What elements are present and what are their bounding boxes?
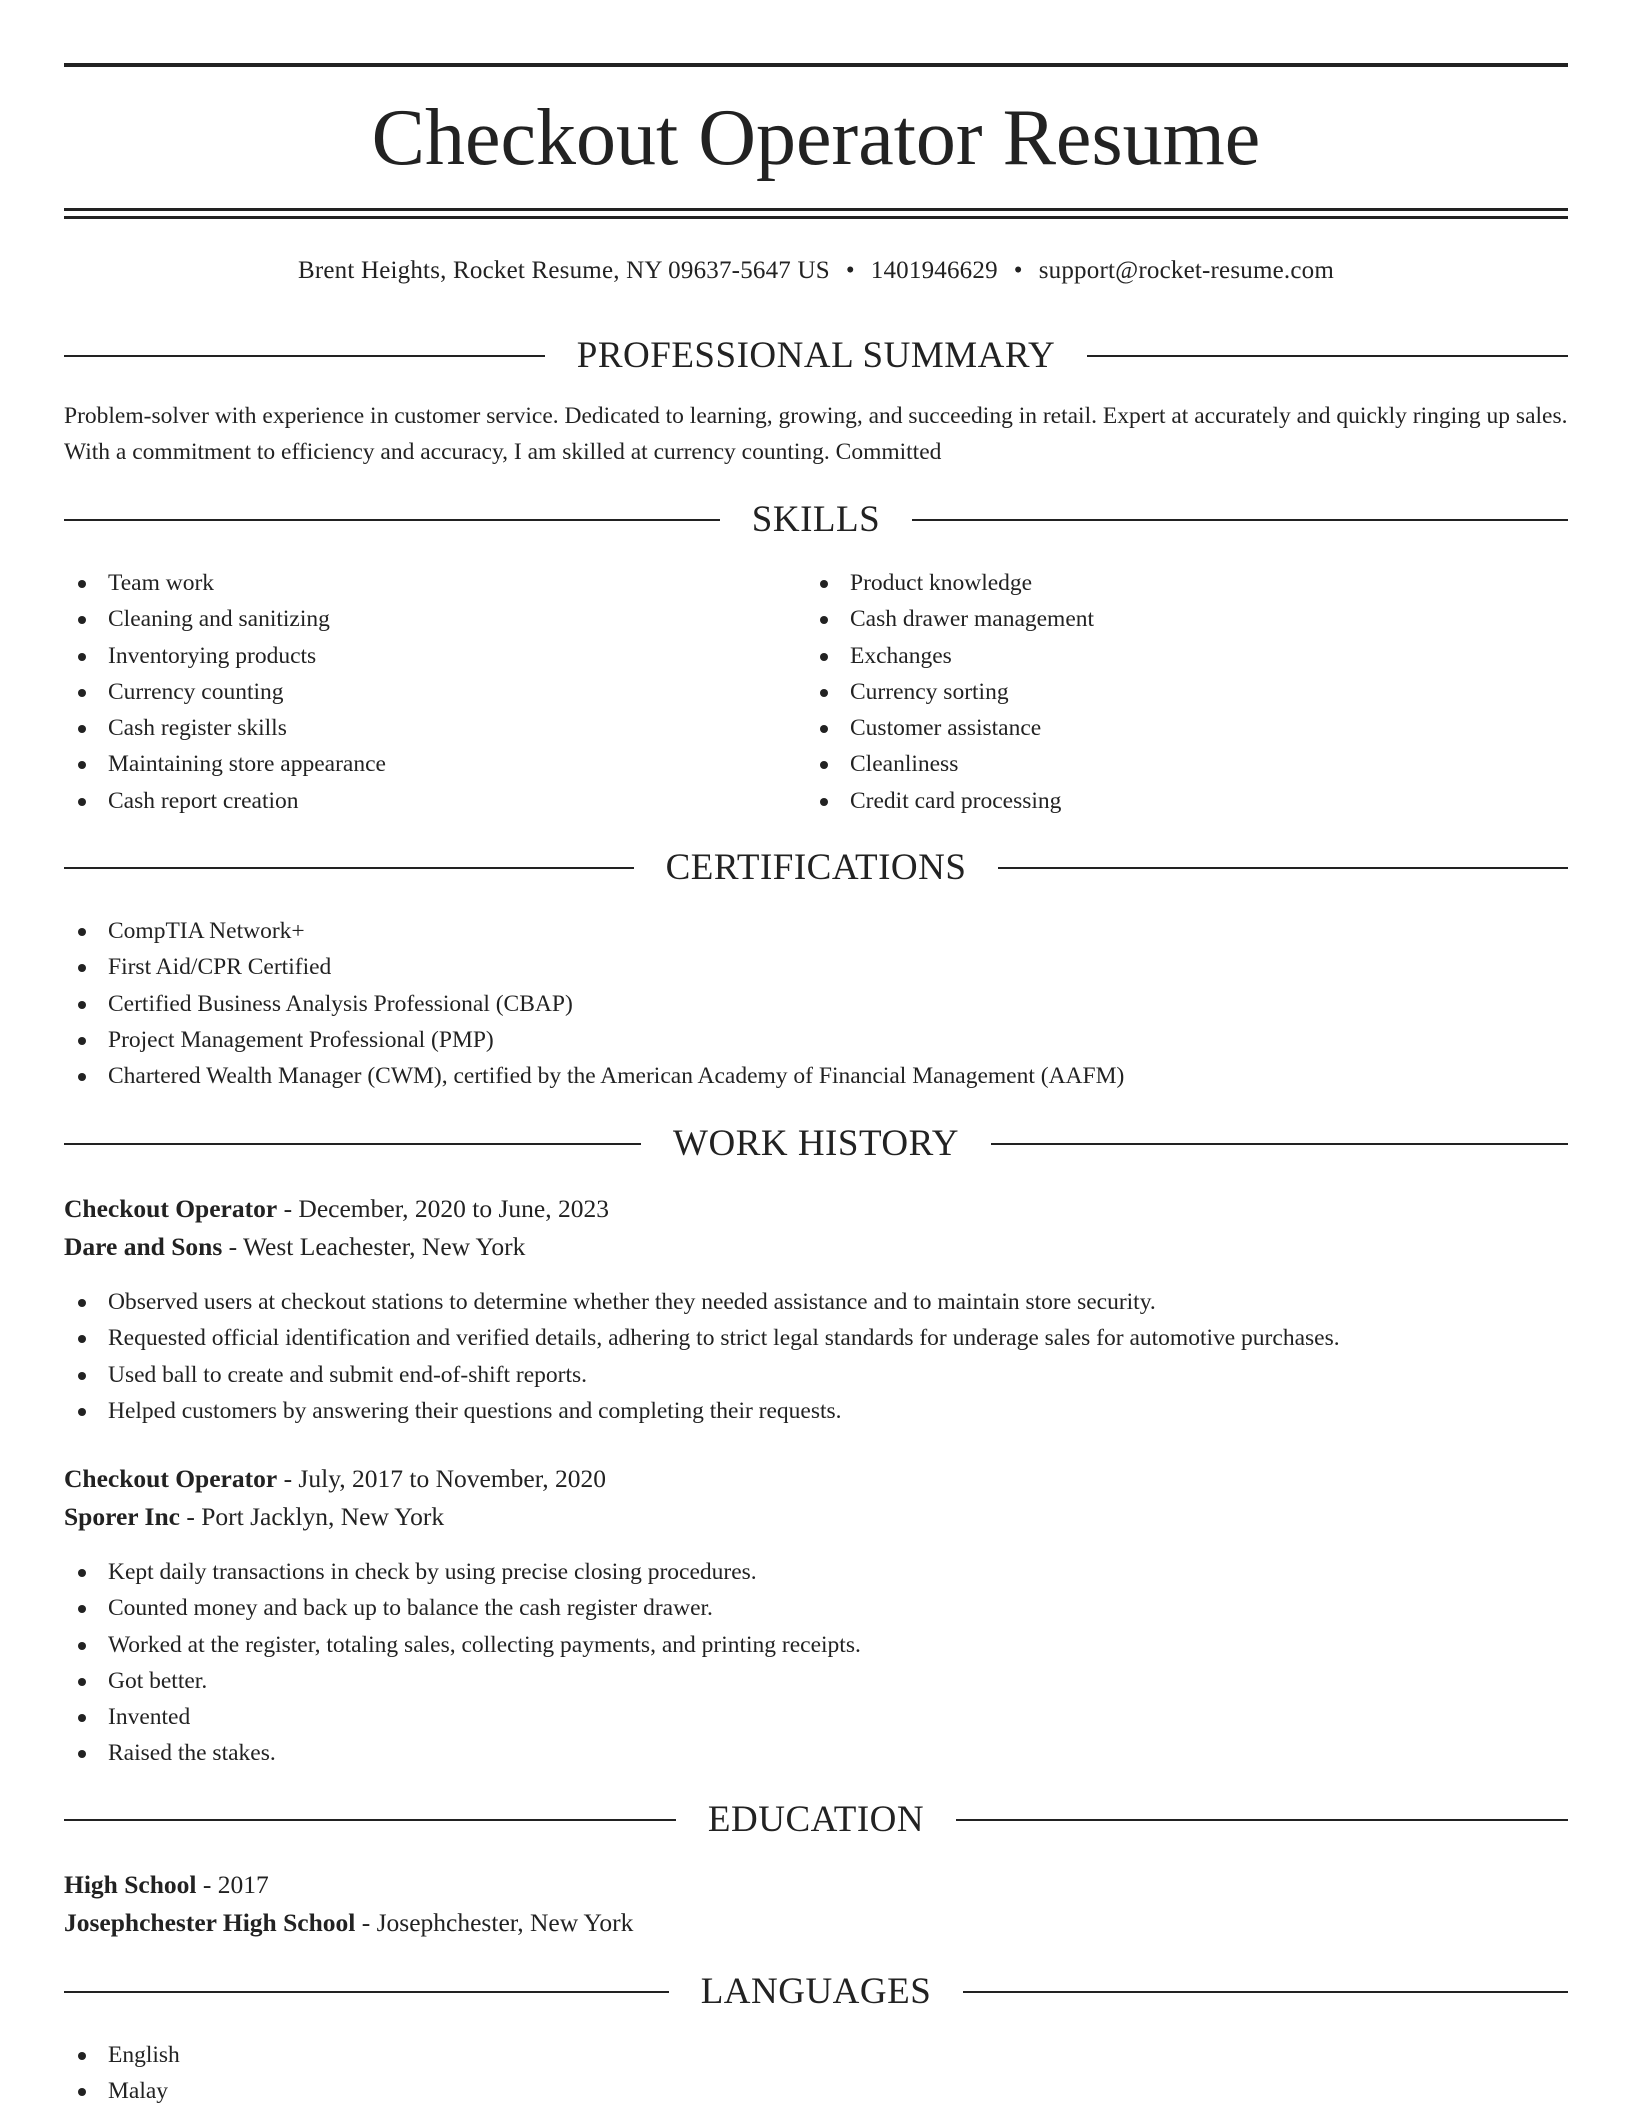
certification-item: Chartered Wealth Manager (CWM), certified by the American Academy of Financial Management (AAFM) [64,1058,1568,1094]
section-heading-skills [64,500,1568,540]
job-bullet-item: Requested official identification and verified details, adhering to strict legal standards for underage sales for automotive purchases. [64,1320,1568,1356]
heading-rule [998,867,1568,869]
job-bullet-item: Kept daily transactions in check by using precise closing procedures. [64,1554,1568,1590]
job-bullets [64,1284,1568,1429]
education-year: - 2017 [196,1870,269,1899]
skills-list-right [806,565,1548,819]
section-heading-certifications [64,848,1568,888]
education-location: - Josephchester, New York [355,1908,634,1937]
section-heading-education [64,1800,1568,1840]
job-bullet-item: Worked at the register, totaling sales, collecting payments, and printing receipts. [64,1627,1568,1663]
education-degree: High School [64,1870,197,1899]
job-bullet-item: Got better. [64,1663,1568,1699]
heading-rule [64,1143,641,1145]
job-entry [64,1190,1568,1266]
heading-rule [956,1819,1568,1821]
job-bullet-item: Counted money and back up to balance the cash register drawer. [64,1590,1568,1626]
heading-rule [963,1991,1568,1993]
section-heading-work [64,1124,1568,1164]
skill-item: Customer assistance [806,710,1548,746]
education-school: Josephchester High School [64,1908,356,1937]
contact-separator: • [845,257,855,284]
job-duties [64,1284,1568,1429]
certification-item: Certified Business Analysis Professional (CBAP) [64,986,1568,1022]
contact-address: Brent Heights, Rocket Resume, NY 09637-5647 US [297,257,830,284]
contact-line [64,253,1568,289]
resume-title: Checkout Operator Resume [371,94,1261,182]
skill-item: Cash drawer management [806,601,1548,637]
heading-rule [991,1143,1568,1145]
job-duties [64,1554,1568,1772]
skill-item: Cash report creation [64,783,806,819]
job-title-line [64,1190,1568,1228]
education-degree-line [64,1866,1568,1904]
skill-item: Cash register skills [64,710,806,746]
skill-item: Product knowledge [806,565,1548,601]
skill-item: Cleanliness [806,746,1548,782]
section-title: SKILLS [751,499,881,540]
job-bullets [64,1554,1568,1772]
job-bullet-item: Observed users at checkout stations to determine whether they needed assistance and to maintain store security. [64,1284,1568,1320]
job-bullet-item: Invented [64,1699,1568,1735]
language-item: Malay [64,2073,1568,2109]
languages-list [64,2037,1568,2110]
job-location: - West Leachester, New York [222,1232,526,1261]
job-title: Checkout Operator [64,1194,278,1223]
top-rule [64,63,1568,67]
section-title: CERTIFICATIONS [665,847,967,888]
skill-item: Currency sorting [806,674,1548,710]
job-bullet-item: Helped customers by answering their questions and completing their requests. [64,1393,1568,1429]
section-title: PROFESSIONAL SUMMARY [576,335,1056,376]
job-bullet-item: Used ball to create and submit end-of-shift reports. [64,1357,1568,1393]
heading-rule [64,867,634,869]
skill-item: Credit card processing [806,783,1548,819]
job-company: Dare and Sons [64,1232,223,1261]
heading-rule [1087,355,1568,357]
certifications-list [64,913,1568,1094]
heading-rule [64,1991,669,1993]
section-heading-languages [64,1972,1568,2012]
section-heading-summary [64,336,1568,376]
skills-list-left [64,565,806,819]
job-company-line [64,1498,1568,1536]
summary-block [64,398,1568,470]
skills-column-left [64,565,806,819]
languages-block [64,2037,1568,2110]
job-bullet-item: Raised the stakes. [64,1735,1568,1771]
certification-item: Project Management Professional (PMP) [64,1022,1568,1058]
skill-item: Cleaning and sanitizing [64,601,806,637]
skill-item: Exchanges [806,638,1548,674]
job-entry [64,1460,1568,1536]
contact-separator: • [1013,257,1023,284]
section-title: EDUCATION [707,1799,925,1840]
job-company-line [64,1228,1568,1266]
section-title: LANGUAGES [700,1971,932,2012]
skill-item: Currency counting [64,674,806,710]
education-entry [64,1866,1568,1942]
contact-phone: 1401946629 [870,257,998,284]
title-double-rule [64,208,1568,219]
skill-item: Maintaining store appearance [64,746,806,782]
contact-email: support@rocket-resume.com [1038,257,1335,284]
language-item: English [64,2037,1568,2073]
job-dates: - July, 2017 to November, 2020 [277,1464,606,1493]
certifications-block [64,913,1568,1094]
job-location: - Port Jacklyn, New York [179,1502,445,1531]
skills-columns [64,565,1568,819]
heading-rule [64,519,720,521]
job-title: Checkout Operator [64,1464,278,1493]
section-title: WORK HISTORY [673,1123,959,1164]
heading-rule [912,519,1568,521]
certification-item: First Aid/CPR Certified [64,949,1568,985]
skills-column-right [806,565,1548,819]
certification-item: CompTIA Network+ [64,913,1568,949]
job-dates: - December, 2020 to June, 2023 [277,1194,609,1223]
heading-rule [64,1819,676,1821]
education-school-line [64,1904,1568,1942]
job-title-line [64,1460,1568,1498]
summary-text: Problem-solver with experience in customer service. Dedicated to learning, growing, and succeeding in retail. Expert at accurately and quickly ringing up sales. With a commitment to efficiency and accuracy, I am skilled at currency counting. Committed [64,403,1568,465]
skill-item: Team work [64,565,806,601]
heading-rule [64,355,545,357]
job-company: Sporer Inc [64,1502,180,1531]
skill-item: Inventorying products [64,638,806,674]
